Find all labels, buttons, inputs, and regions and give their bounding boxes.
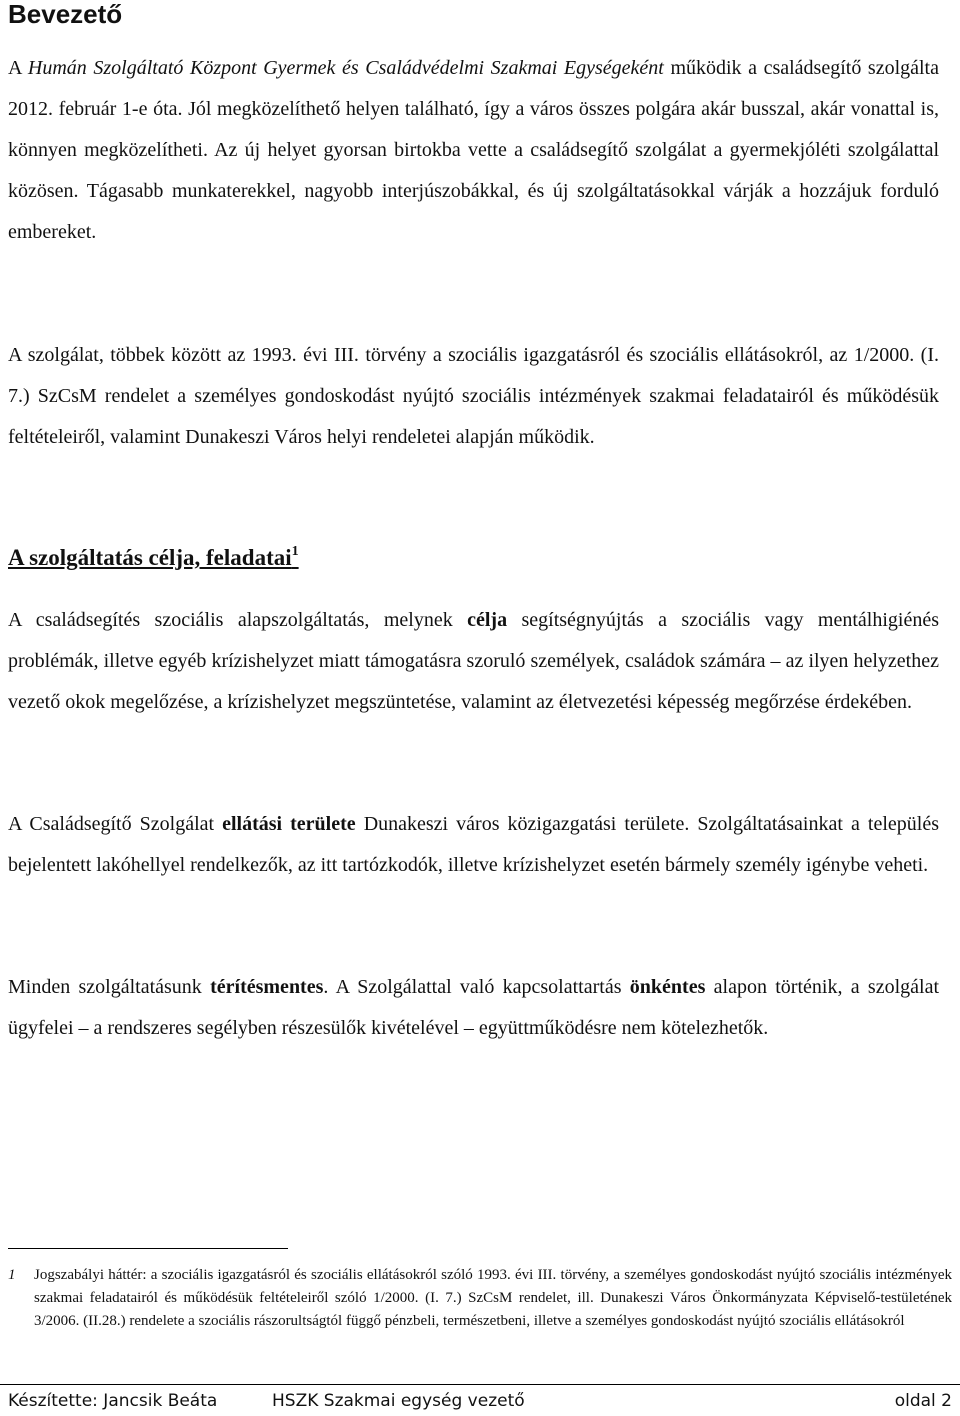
goal-text-a: A családsegítés szociális alapszolgáltatás, melynek xyxy=(8,609,468,631)
area-text-a: A Családsegítő Szolgálat xyxy=(8,813,223,835)
intro-paragraph-1 xyxy=(8,48,939,253)
section-title xyxy=(8,538,299,578)
fees-text-b: . A Szolgálattal való kapcsolattartás xyxy=(323,976,630,998)
intro-p1-rest: működik a családsegítő szolgálta 2012. február 1-e óta. Jól megközelíthető helyen található, így a város összes polgára akár busszal, akár vonattal is, könnyen megközelítheti. Az új helyet gyorsan birtokba vette a családsegítő szolgálat a gyermekjóléti szolgálattal közösen. Tágasabb munkaterekkel, nagyobb interjúszobákkal, és új szolgáltatásokkal várják a hozzájuk forduló embereket. xyxy=(8,57,939,243)
section-paragraph-goal xyxy=(8,600,939,723)
goal-text-b: segítségnyújtás a szociális vagy mentálhigiénés problémák, illetve egyéb krízishelyzet miatt támogatásra szoruló személyek, családok számára – az ilyen helyzethez vezető okok megelőzése, a krízishelyzet megszüntetése, valamint az életvezetési képesség megőrzése érdekében. xyxy=(8,609,940,713)
area-keyword: ellátási területe xyxy=(222,813,356,835)
section-paragraph-fees xyxy=(8,967,939,1049)
footer-role: HSZK Szakmai egység vezető xyxy=(272,1391,525,1411)
footnote-text: Jogszabályi háttér: a szociális igazgatásról és szociális ellátásokról szóló 1993. évi III. törvény, a személyes gondoskodást nyújtó szociális intézmények szakmai feladatairól és működésük feltételeiről szóló 1/2000. (I. 7.) SzCsM rendelet, ill. Dunakeszi Város Önkormányzata Képviselő-testületének 3/2006. (II.28.) rendelete a szociális rászorultságtól függő pénzbeli, természetbeni, illetve a személyes gondoskodást nyújtó szociális ellátásokról xyxy=(34,1267,952,1329)
intro-paragraph-2: A szolgálat, többek között az 1993. évi III. törvény a szociális igazgatásról és szociális ellátásokról, az 1/2000. (I. 7.) SzCsM rendelet a személyes gondoskodást nyújtó szociális intézmények szakmai feladatairól és működésük feltételeiről, valamint Dunakeszi Város helyi rendeletei alapján működik. xyxy=(8,344,939,448)
footnote-number: 1 xyxy=(8,1267,16,1283)
footnote-reference[interactable]: 1 xyxy=(291,544,299,559)
fees-text-c: alapon történik, a szolgálat ügyfelei – a rendszeres segélyben részesülők kivételével – együttműködésre nem kötelezhetők. xyxy=(8,976,940,1039)
fees-text-a: Minden szolgáltatásunk xyxy=(8,976,211,998)
intro-p1-prefix: A xyxy=(8,57,28,79)
fees-keyword: térítésmentes xyxy=(210,976,324,998)
footer-divider xyxy=(0,1384,960,1385)
goal-keyword: célja xyxy=(467,609,508,631)
section-paragraph-area xyxy=(8,804,939,886)
area-text-b: Dunakeszi város közigazgatási területe. Szolgáltatásainkat a település bejelentett lakóhellyel rendelkezők, az itt tartózkodók, illetve krízishelyzet esetén bármely személy igénybe veheti. xyxy=(8,813,939,876)
section-title-text: A szolgáltatás célja, feladatai xyxy=(8,545,292,570)
voluntary-keyword: önkéntes xyxy=(629,976,706,998)
footer-page-number: oldal 2 xyxy=(894,1391,952,1411)
footnote-divider xyxy=(8,1248,288,1249)
footer-author: Készítette: Jancsik Beáta xyxy=(8,1391,218,1411)
page-title: Bevezető xyxy=(8,0,123,29)
organization-name: Humán Szolgáltató Központ Gyermek és Családvédelmi Szakmai Egységeként xyxy=(27,57,664,79)
